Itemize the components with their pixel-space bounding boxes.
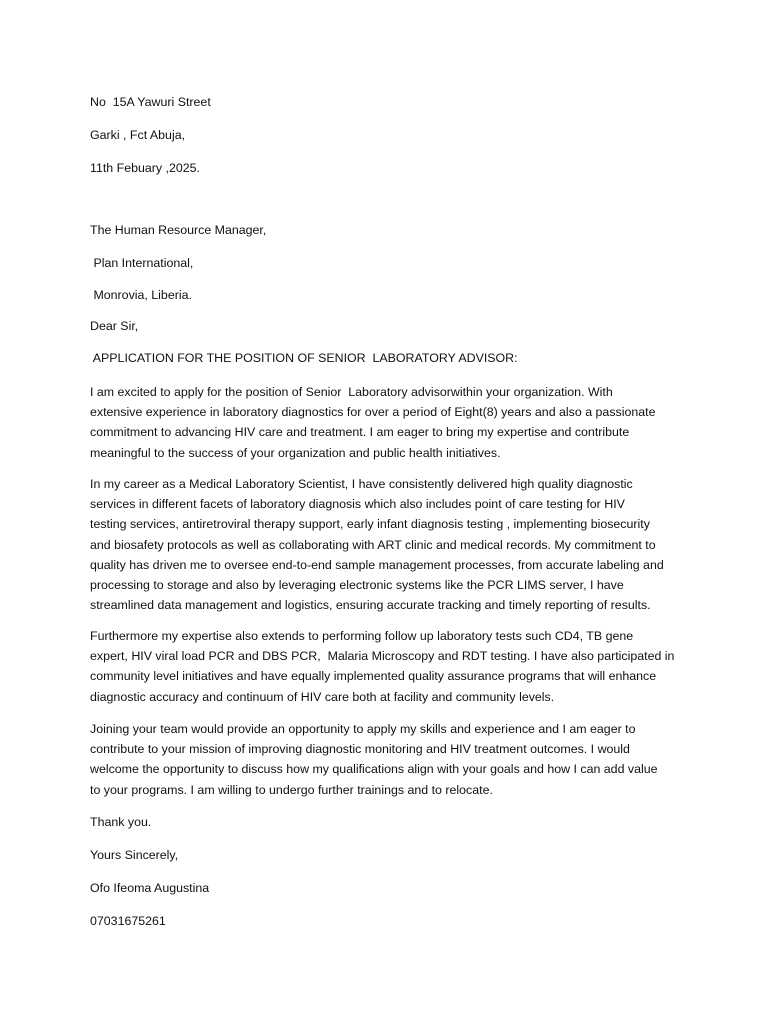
paragraph-line: extensive experience in laboratory diagnostics for over a period of Eight(8) years and also a passionate (90, 405, 656, 420)
paragraph-line: diagnostic accuracy and continuum of HIV care both at facility and community levels. (90, 689, 555, 704)
sender-address-line1: No 15A Yawuri Street (90, 95, 211, 109)
paragraph-line: quality has driven me to oversee end-to-end sample management processes, from accurate labeling and (90, 557, 664, 572)
paragraph-line: processing to storage and also by leveraging electronic systems like the PCR LIMS server, I have (90, 578, 624, 593)
paragraph-line: testing services, antiretroviral therapy support, early infant diagnosis testing , implementing biosecurity (90, 517, 650, 532)
recipient-organization: Plan International, (90, 256, 194, 270)
paragraph-line: meaningful to the success of your organization and public health initiatives. (90, 445, 501, 460)
body-paragraph-2 (90, 474, 680, 615)
signer-phone: 07031675261 (90, 914, 166, 928)
recipient-title: The Human Resource Manager, (90, 223, 267, 237)
closing-signoff: Yours Sincerely, (90, 848, 179, 862)
paragraph-line: In my career as a Medical Laboratory Scientist, I have consistently delivered high quality diagnostic (90, 477, 633, 491)
paragraph-line: I am excited to apply for the position of Senior Laboratory advisorwithin your organization. With (90, 385, 613, 399)
body-paragraph-3 (90, 626, 680, 707)
paragraph-line: commitment to advancing HIV care and treatment. I am eager to bring my expertise and contribute (90, 425, 630, 440)
paragraph-line: welcome the opportunity to discuss how my qualifications align with your goals and how I can add value (90, 762, 658, 777)
subject-line: APPLICATION FOR THE POSITION OF SENIOR LABORATORY ADVISOR: (90, 351, 518, 365)
paragraph-line: streamlined data management and logistics, ensuring accurate tracking and timely reporting of results. (90, 598, 651, 613)
paragraph-line: expert, HIV viral load PCR and DBS PCR, Malaria Microscopy and RDT testing. I have also participated in (90, 649, 675, 664)
paragraph-line: Joining your team would provide an opportunity to apply my skills and experience and I am eager to (90, 722, 636, 736)
paragraph-line: Furthermore my expertise also extends to performing follow up laboratory tests such CD4, TB gene (90, 629, 634, 643)
sender-address-line2: Garki , Fct Abuja, (90, 128, 186, 142)
closing-thanks: Thank you. (90, 815, 152, 829)
paragraph-line: contribute to your mission of improving diagnostic monitoring and HIV treatment outcomes. I would (90, 742, 630, 757)
body-paragraph-4 (90, 719, 680, 800)
paragraph-line: and biosafety protocols as well as collaborating with ART clinic and medical records. My commitment to (90, 537, 656, 552)
signer-name: Ofo Ifeoma Augustina (90, 881, 210, 895)
recipient-location: Monrovia, Liberia. (90, 288, 192, 302)
paragraph-line: community level initiatives and have equally implemented quality assurance programs that will enhance (90, 669, 657, 684)
salutation: Dear Sir, (90, 319, 139, 333)
letter-date: 11th Febuary ,2025. (90, 161, 200, 175)
paragraph-line: to your programs. I am willing to undergo further trainings and to relocate. (90, 782, 493, 797)
paragraph-line: services in different facets of laboratory diagnosis which also includes point of care testing for HIV (90, 497, 625, 512)
body-paragraph-1 (90, 382, 680, 463)
